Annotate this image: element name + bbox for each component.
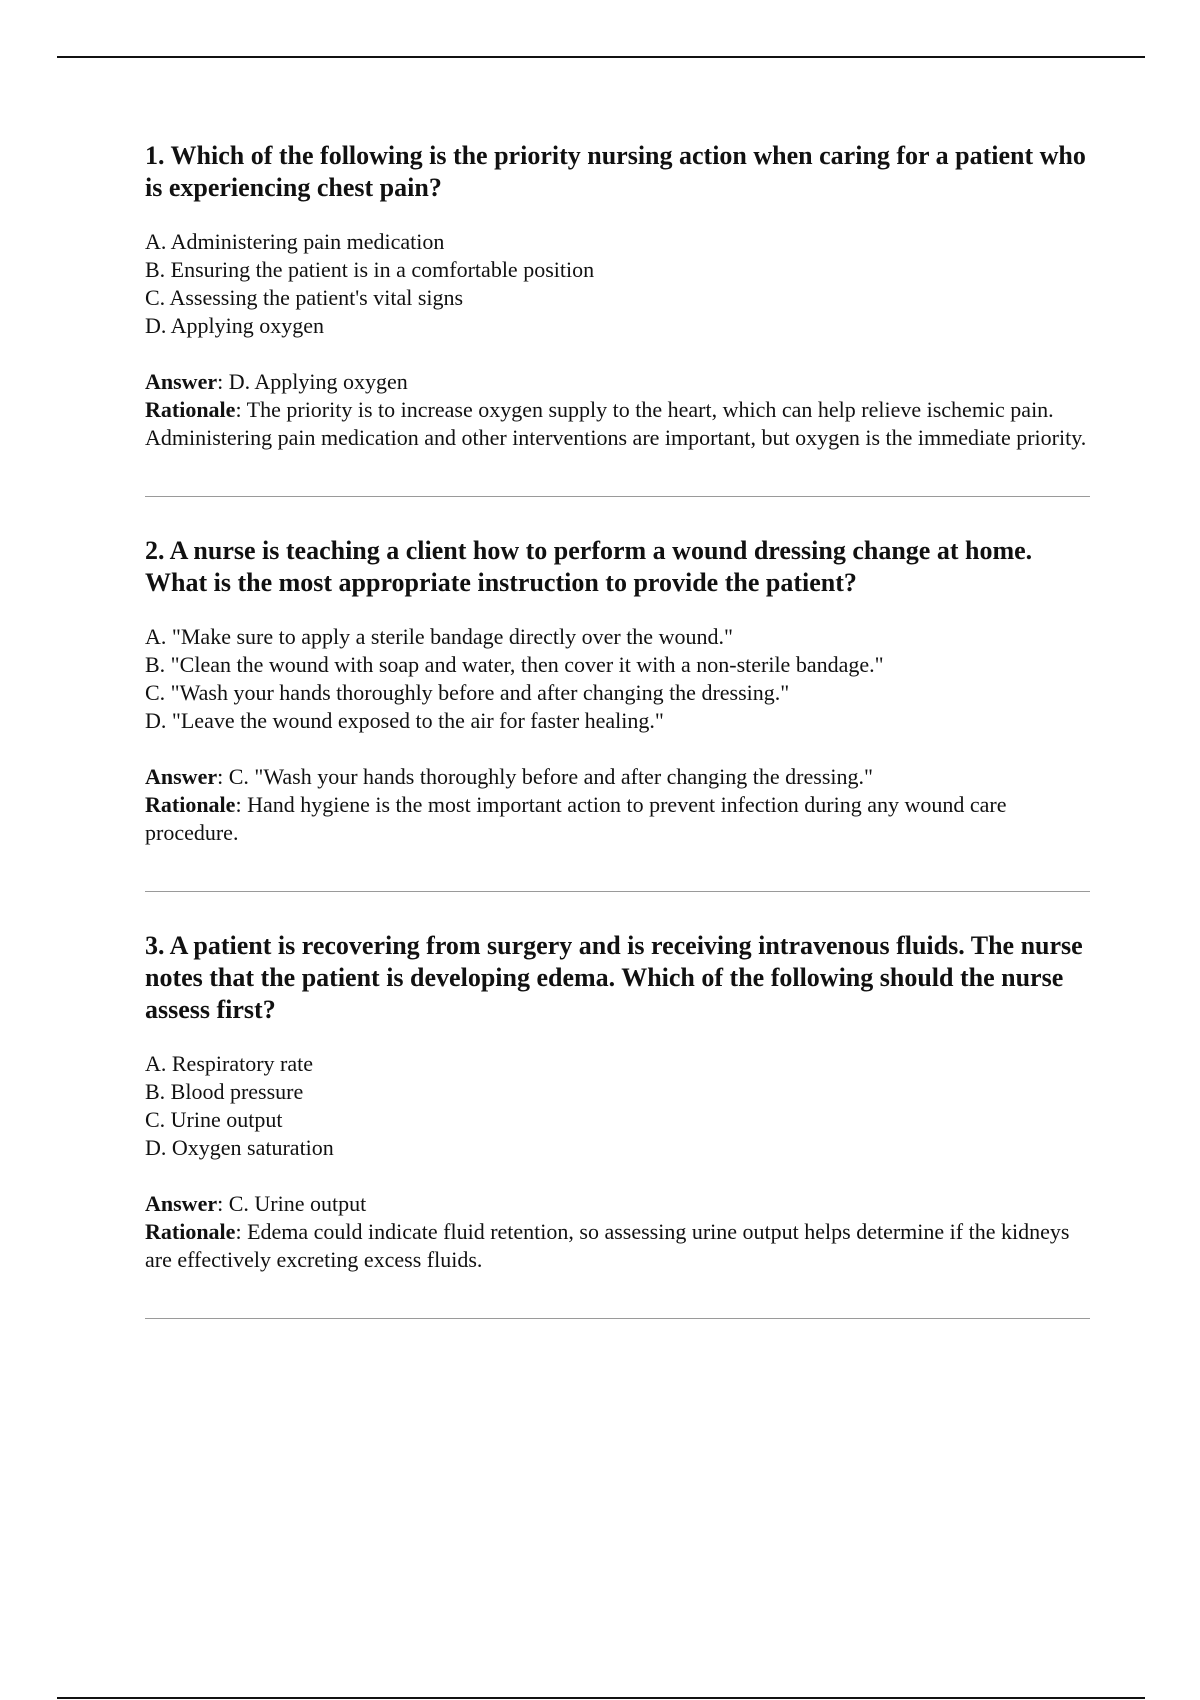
rationale-line (145, 791, 1090, 847)
option-item: C. Assessing the patient's vital signs (145, 285, 464, 310)
option-item: D. Applying oxygen (145, 313, 325, 338)
answer-line (145, 368, 1090, 396)
option-item: A. Respiratory rate (145, 1051, 313, 1076)
question-text: 1. Which of the following is the priority nursing action when caring for a patient who is experiencing chest pain? (145, 141, 1086, 202)
answer-line (145, 763, 1090, 791)
section-divider (145, 891, 1090, 892)
page-bottom-rule (57, 1697, 1145, 1699)
question-text: 2. A nurse is teaching a client how to perform a wound dressing change at home. What is the most appropriate instruction to provide the patient? (145, 536, 1033, 597)
question-block-1 (145, 140, 1090, 452)
option-list (145, 623, 1090, 735)
rationale-label: Rationale (145, 792, 236, 817)
answer-line (145, 1190, 1090, 1218)
page-top-rule (57, 56, 1145, 58)
option-item: C. Urine output (145, 1107, 283, 1132)
option-item: A. Administering pain medication (145, 229, 445, 254)
answer-text: : C. "Wash your hands thoroughly before and after changing the dressing." (217, 764, 873, 789)
rationale-text: : Edema could indicate fluid retention, so assessing urine output helps determine if the kidneys are effectively excreting excess fluids. (145, 1219, 1070, 1272)
rationale-label: Rationale (145, 1219, 236, 1244)
rationale-label: Rationale (145, 397, 236, 422)
option-item: A. "Make sure to apply a sterile bandage directly over the wound." (145, 624, 733, 649)
rationale-text: : Hand hygiene is the most important action to prevent infection during any wound care procedure. (145, 792, 1007, 845)
option-item: B. Blood pressure (145, 1079, 304, 1104)
document-body (145, 140, 1090, 1357)
rationale-line (145, 396, 1090, 452)
option-list (145, 228, 1090, 340)
answer-label: Answer (145, 1191, 218, 1216)
rationale-line (145, 1218, 1090, 1274)
question-block-3 (145, 930, 1090, 1274)
option-item: B. Ensuring the patient is in a comfortable position (145, 257, 595, 282)
question-text: 3. A patient is recovering from surgery and is receiving intravenous fluids. The nurse notes that the patient is developing edema. Which of the following should the nurse assess first? (145, 931, 1083, 1024)
answer-label: Answer (145, 764, 218, 789)
section-divider (145, 496, 1090, 497)
option-item: D. "Leave the wound exposed to the air for faster healing." (145, 708, 664, 733)
option-item: B. "Clean the wound with soap and water, then cover it with a non-sterile bandage." (145, 652, 884, 677)
option-item: D. Oxygen saturation (145, 1135, 334, 1160)
rationale-text: : The priority is to increase oxygen supply to the heart, which can help relieve ischemic pain. Administering pain medication and other interventions are important, but oxygen is the immediate priority. (145, 397, 1087, 450)
answer-text: : C. Urine output (217, 1191, 367, 1216)
section-divider (145, 1318, 1090, 1319)
option-list (145, 1050, 1090, 1162)
answer-label: Answer (145, 369, 218, 394)
answer-text: : D. Applying oxygen (217, 369, 408, 394)
question-block-2 (145, 535, 1090, 847)
option-item: C. "Wash your hands thoroughly before and after changing the dressing." (145, 680, 790, 705)
